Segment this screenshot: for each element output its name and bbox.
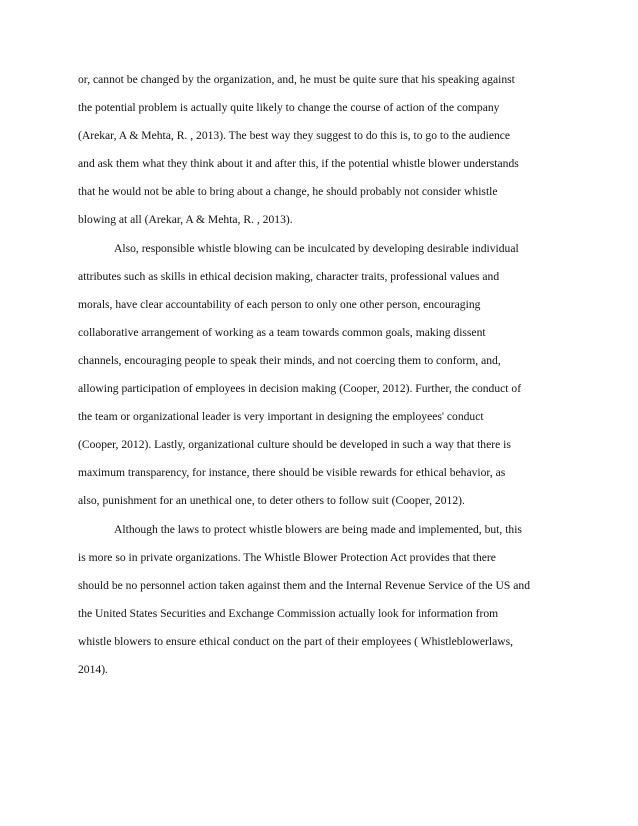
text-line: and ask them what they think about it and after this, if the potential whistle blower understands bbox=[78, 157, 519, 171]
text-line: whistle blowers to ensure ethical conduct on the part of their employees ( Whistleblowerlaws, bbox=[78, 634, 514, 648]
text-line: attributes such as skills in ethical decision making, character traits, professional values and bbox=[78, 269, 500, 283]
text-line: Although the laws to protect whistle blowers are being made and implemented, but, this bbox=[114, 522, 522, 536]
text-line: or, cannot be changed by the organization, and, he must be quite sure that his speaking against bbox=[78, 73, 515, 86]
text-line: should be no personnel action taken against them and the Internal Revenue Service of the US and bbox=[78, 578, 531, 592]
text-line: (Arekar, A & Mehta, R. , 2013). The best way they suggest to do this is, to go to the audience bbox=[78, 129, 511, 143]
text-line: morals, have clear accountability of each person to only one other person, encouraging bbox=[78, 297, 481, 311]
text-line: (Cooper, 2012). Lastly, organizational culture should be developed in such a way that there is bbox=[78, 438, 511, 452]
text-line: allowing participation of employees in decision making (Cooper, 2012). Further, the conduct of bbox=[78, 382, 522, 396]
text-line: the United States Securities and Exchange Commission actually look for information from bbox=[78, 606, 499, 620]
body-text bbox=[78, 70, 560, 688]
text-line: is more so in private organizations. The Whistle Blower Protection Act provides that there bbox=[78, 550, 496, 564]
text-line: 2014). bbox=[78, 662, 108, 676]
text-line: the team or organizational leader is very important in designing the employees' conduct bbox=[78, 410, 484, 424]
text-line: also, punishment for an unethical one, to deter others to follow suit (Cooper, 2012). bbox=[78, 494, 465, 508]
text-line: that he would not be able to bring about a change, he should probably not consider whistle bbox=[78, 185, 498, 199]
text-line: collaborative arrangement of working as a team towards common goals, making dissent bbox=[78, 325, 486, 339]
text-line: Also, responsible whistle blowing can be inculcated by developing desirable individual bbox=[114, 241, 519, 255]
text-line: maximum transparency, for instance, there should be visible rewards for ethical behavior, as bbox=[78, 466, 506, 480]
text-line: channels, encouraging people to speak their minds, and not coercing them to conform, and, bbox=[78, 353, 501, 367]
text-line: blowing at all (Arekar, A & Mehta, R. , 2013). bbox=[78, 213, 293, 227]
text-line: the potential problem is actually quite likely to change the course of action of the company bbox=[78, 101, 500, 115]
